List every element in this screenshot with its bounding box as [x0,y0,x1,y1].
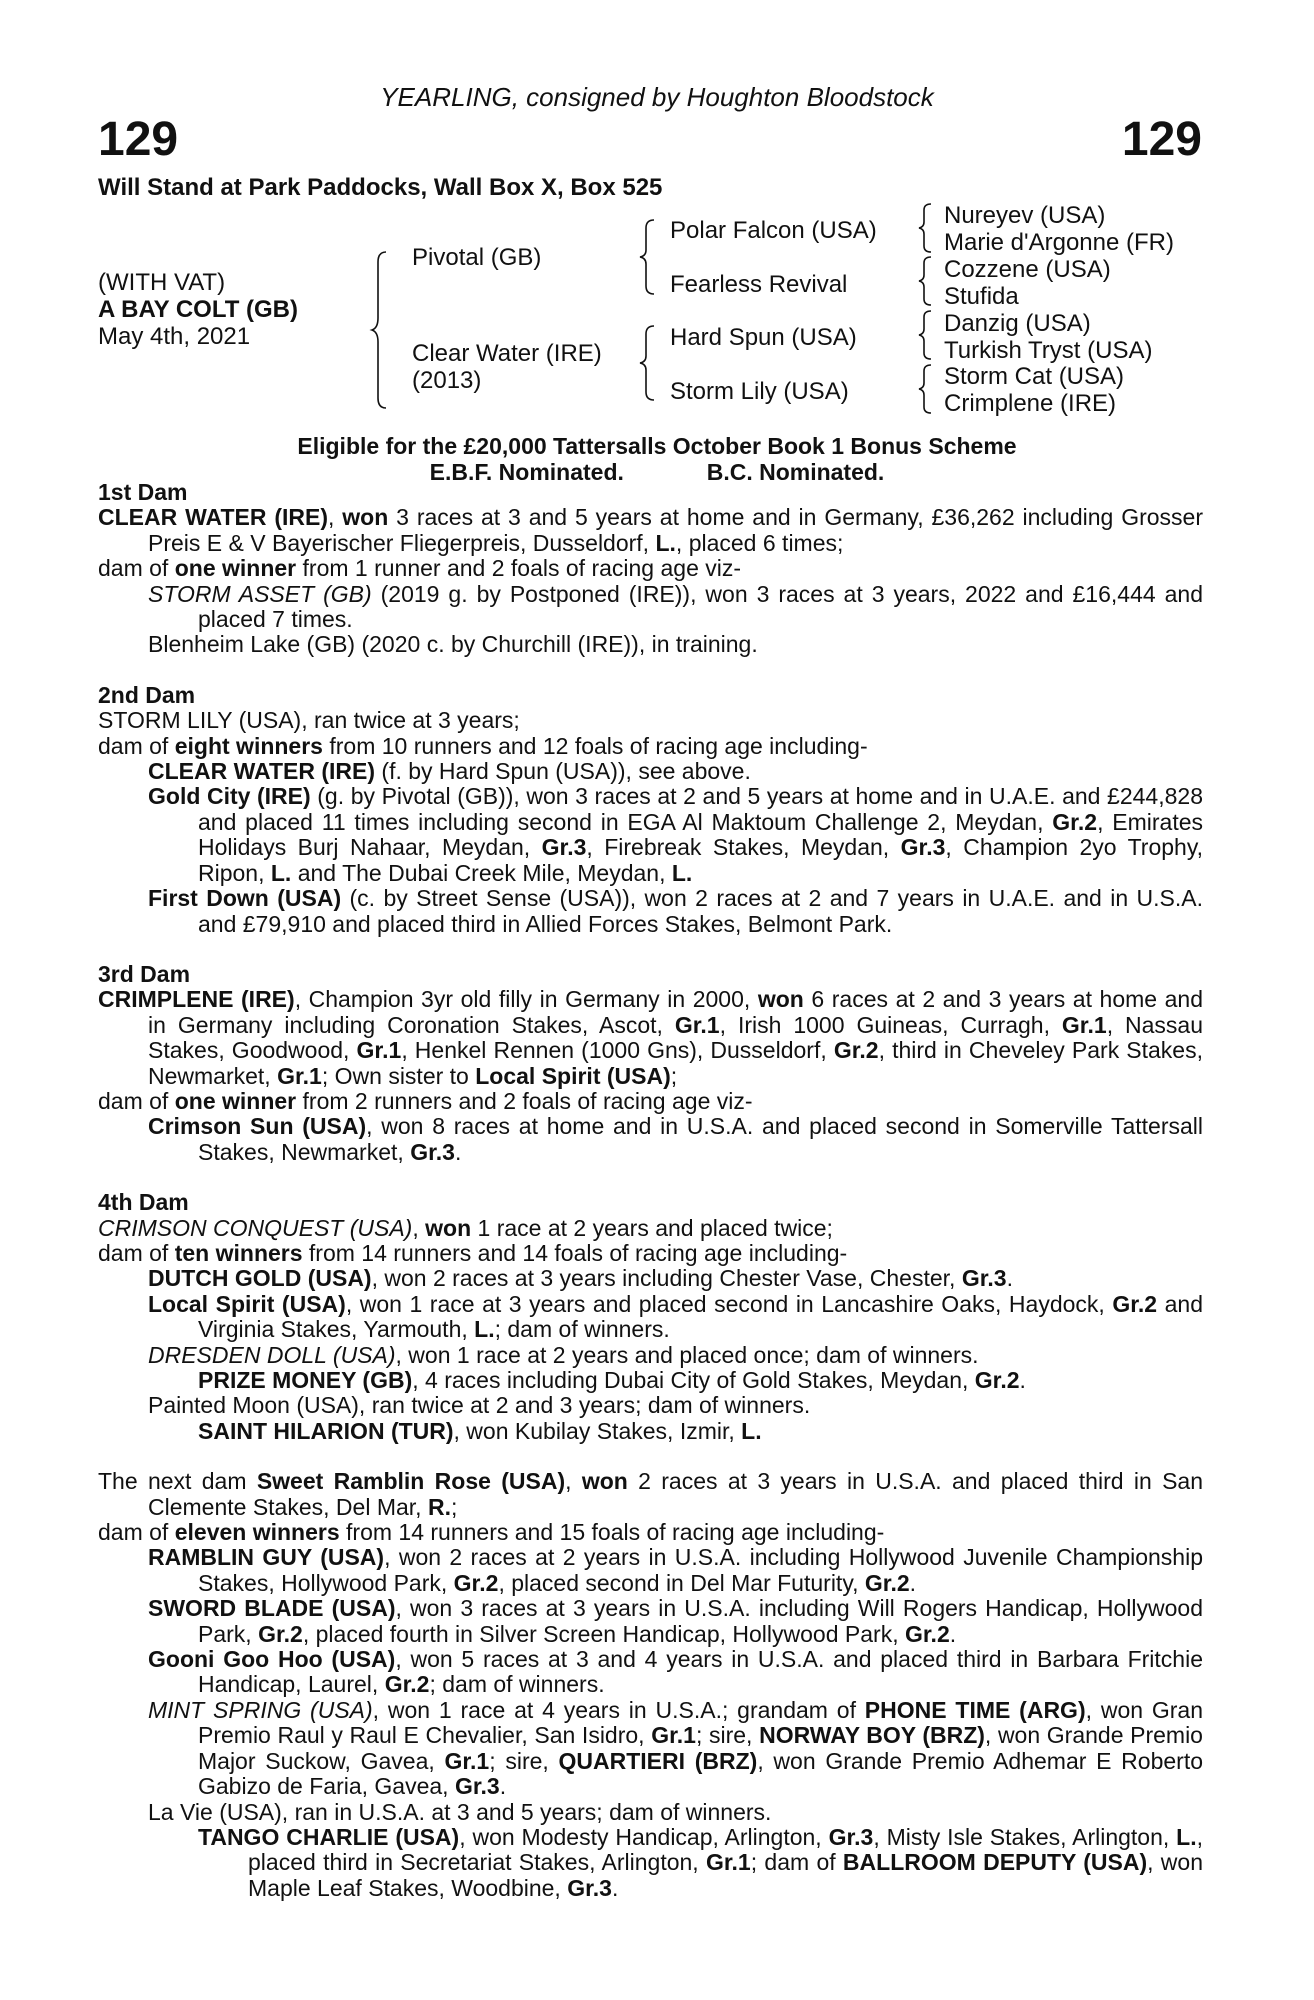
produce-blenheim-lake: Blenheim Lake (GB) (2020 c. by Churchill (IRE)), in training. [148,631,758,658]
catalogue-body [98,480,1203,1901]
brace-sd [918,255,934,307]
second-dam-heading: 2nd Dam [98,681,196,708]
brace-dd [918,363,934,415]
produce-tango-charlie: TANGO CHARLIE (USA), won Modesty Handicap, Arlington, Gr.3, Misty Isle Stakes, Arlington, L., placed third in Secretariat Stakes, Arlington, Gr.1; dam of BALLROOM DEPUTY (USA), won Maple Leaf Stakes, Woodbine, Gr.3. [198,1823,1203,1901]
sss: Nureyev (USA) [944,202,1106,229]
produce-first-down: First Down (USA) (c. by Street Sense (USA)), won 2 races at 2 and 7 years in U.A.E. and in U.S.A. and £79,910 and placed third in Allied Forces Stakes, Belmont Park. [148,885,1203,937]
lot-number-right: 129 [1121,113,1202,166]
produce-mint-spring: MINT SPRING (USA), won 1 race at 4 years in U.S.A.; grandam of PHONE TIME (ARG), won Gran Premio Raul y Raul E Chevalier, San Isidro, Gr.1; sire, NORWAY BOY (BRZ), won Grande Premio Major Suckow, Gavea, Gr.1; sire, QUARTIERI (BRZ), won Grande Premio Adhemar E Roberto Gabizo de Faria, Gavea, Gr.3. [148,1696,1203,1800]
produce-clear-water: CLEAR WATER (IRE) (f. by Hard Spun (USA)), see above. [148,758,751,785]
first-dam-heading: 1st Dam [98,479,188,505]
dsd: Turkish Tryst (USA) [944,337,1153,364]
third-dam-entry: CRIMPLENE (IRE), Champion 3yr old filly in Germany in 2000, won 6 races at 2 and 3 years at home and in Germany including Coronation Stakes, Ascot, Gr.1, Irish 1000 Guineas, Curragh, Gr.1, Nassau Stakes, Goodwood, Gr.1, Henkel Rennen (1000 Gns), Dusseldorf, Gr.2, third in Cheveley Park Stakes, Newmarket, Gr.1; Own sister to Local Spirit (USA); [98,986,1204,1089]
produce-dresden-doll: DRESDEN DOLL (USA), won 1 race at 2 years and placed once; dam of winners. [148,1341,979,1368]
third-dam-heading: 3rd Dam [98,960,191,987]
stand-location: Will Stand at Park Paddocks, Wall Box X, Box 525 [98,174,663,201]
produce-storm-asset: STORM ASSET (GB) (2019 g. by Postponed (IRE)), won 3 races at 3 years, 2022 and £16,444 and placed 7 times. [148,580,1203,633]
ssd: Marie d'Argonne (FR) [944,229,1174,256]
produce-crimson-sun: Crimson Sun (USA), won 8 races at home and in U.S.A. and placed second in Somerville Tattersall Stakes, Newmarket, Gr.3. [148,1113,1203,1165]
bonus-eligibility: Eligible for the £20,000 Tattersalls October Book 1 Bonus Scheme [297,433,1017,459]
first-dam-entry: CLEAR WATER (IRE), won 3 races at 3 and 5 years at home and in Germany, £36,262 including Grosser Preis E & V Bayerischer Fliegerpreis, Dusseldorf, L., placed 6 times; [98,504,1203,556]
bc-nomination: B.C. Nominated. [706,459,885,485]
fourth-dam-entry: CRIMSON CONQUEST (USA), won 1 race at 2 years and placed twice; [98,1214,833,1241]
sds: Cozzene (USA) [944,256,1111,283]
produce-la-vie: La Vie (USA), ran in U.S.A. at 3 and 5 years; dam of winners. [148,1798,772,1825]
brace-ds [918,309,934,361]
brace-ss [918,202,934,254]
next-dam-entry: The next dam Sweet Ramblin Rose (USA), won 2 races at 3 years in U.S.A. and placed third in San Clemente Stakes, Del Mar, R.; [98,1468,1204,1520]
produce-saint-hilarion: SAINT HILARION (TUR), won Kubilay Stakes, Izmir, L. [198,1417,762,1444]
dam: Clear Water (IRE) [412,340,602,367]
brace-sire [638,218,658,296]
brace-main [370,250,390,410]
sdd: Stufida [944,283,1019,310]
dam-sire: Hard Spun (USA) [670,324,857,351]
dds: Storm Cat (USA) [944,363,1125,390]
dam-dam: Storm Lily (USA) [670,378,849,405]
produce-sword-blade: SWORD BLADE (USA), won 3 races at 3 years in U.S.A. including Will Rogers Handicap, Hollywood Park, Gr.2, placed fourth in Silver Screen Handicap, Hollywood Park, Gr.2. [148,1595,1203,1647]
second-dam-entry: STORM LILY (USA), ran twice at 3 years; [98,707,520,734]
fourth-dam-produce-summary: dam of ten winners from 14 runners and 14 foals of racing age including- [98,1239,848,1266]
lot-number-left: 129 [98,113,179,166]
dss: Danzig (USA) [944,310,1091,337]
produce-dutch-gold: DUTCH GOLD (USA), won 2 races at 3 years including Chester Vase, Chester, Gr.3. [148,1265,1013,1292]
horse-name: A BAY COLT (GB) [98,296,299,323]
fourth-dam-heading: 4th Dam [98,1189,189,1216]
next-dam-produce-summary: dam of eleven winners from 14 runners and 15 foals of racing age including- [98,1519,885,1546]
vat-note: (WITH VAT) [98,269,226,296]
produce-gooni-goo-hoo: Gooni Goo Hoo (USA), won 5 races at 3 and 4 years in U.S.A. and placed third in Barbara Fritchie Handicap, Laurel, Gr.2; dam of winners. [148,1646,1203,1698]
page-header: YEARLING, consigned by Houghton Bloodstock [380,82,934,112]
dam-year: (2013) [412,367,482,394]
sire-sire: Polar Falcon (USA) [670,217,877,244]
produce-painted-moon: Painted Moon (USA), ran twice at 2 and 3 years; dam of winners. [148,1392,811,1419]
ddd: Crimplene (IRE) [944,390,1117,417]
brace-dam [638,324,658,402]
produce-ramblin-guy: RAMBLIN GUY (USA), won 2 races at 2 years in U.S.A. including Hollywood Juvenile Championship Stakes, Hollywood Park, Gr.2, placed second in Del Mar Futurity, Gr.2. [148,1544,1203,1596]
first-dam-produce-summary: dam of one winner from 1 runner and 2 foals of racing age viz- [98,555,742,582]
produce-prize-money: PRIZE MONEY (GB), 4 races including Dubai City of Gold Stakes, Meydan, Gr.2. [198,1367,1026,1393]
sire-dam: Fearless Revival [670,271,848,298]
ebf-nomination: E.B.F. Nominated. [429,459,624,485]
third-dam-produce-summary: dam of one winner from 2 runners and 2 foals of racing age viz- [98,1087,753,1114]
produce-gold-city: Gold City (IRE) (g. by Pivotal (GB)), won 3 races at 2 and 5 years at home and in U.A.E. and £244,828 and placed 11 times including second in EGA Al Maktoum Challenge 2, Meydan, Gr.2, Emirates Holidays Burj Nahaar, Meydan, Gr.3, Firebreak Stakes, Meydan, Gr.3, Champion 2yo Trophy, Ripon, L. and The Dubai Creek Mile, Meydan, L. [148,783,1204,886]
second-dam-produce-summary: dam of eight winners from 10 runners and 12 foals of racing age including- [98,732,868,759]
produce-local-spirit: Local Spirit (USA), won 1 race at 3 years and placed second in Lancashire Oaks, Haydock, Gr.2 and Virginia Stakes, Yarmouth, L.; dam of winners. [148,1290,1204,1343]
foaling-date: May 4th, 2021 [98,323,251,350]
sire: Pivotal (GB) [412,244,542,271]
